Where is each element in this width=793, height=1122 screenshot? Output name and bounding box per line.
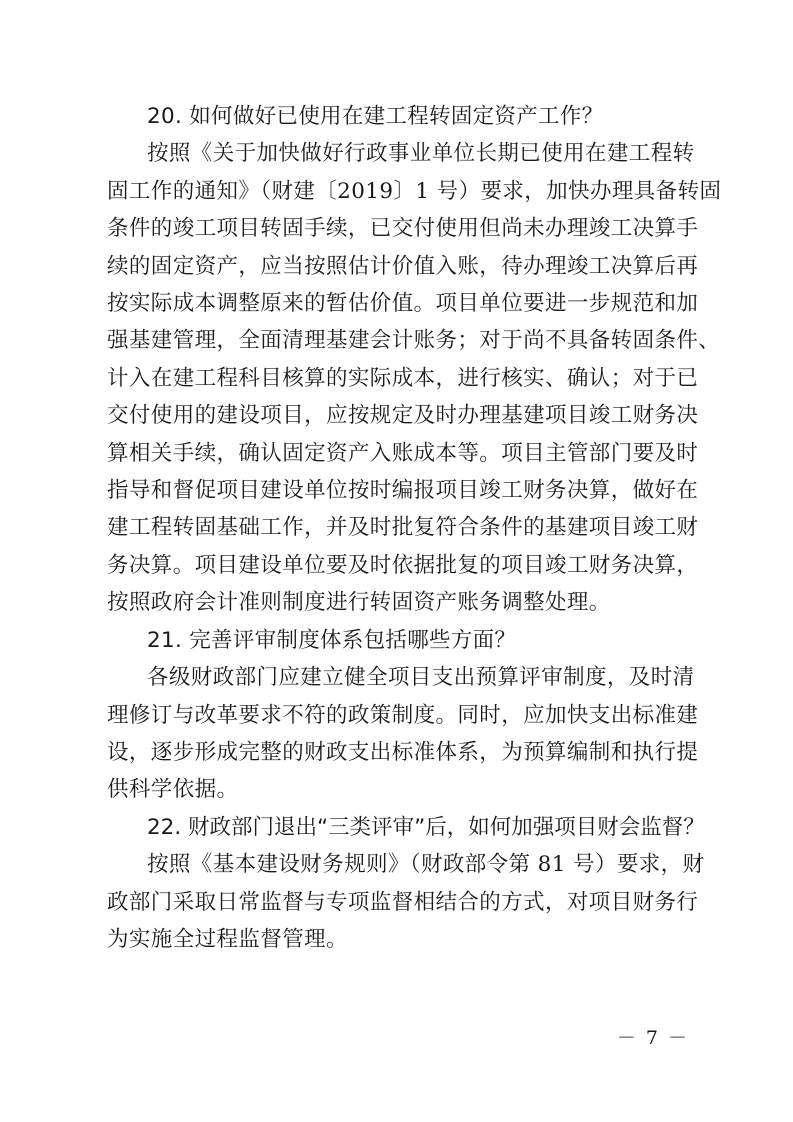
section-heading: 20. 如何做好已使用在建工程转固定资产工作？ bbox=[147, 104, 604, 129]
paragraph-line: 固工作的通知》（财建〔2019〕1 号）要求，加快办理具备转固 bbox=[107, 178, 722, 204]
document-page bbox=[107, 98, 722, 958]
paragraph-line: 续的固定资产，应当按照估计价值入账，待办理竣工决算后再 bbox=[107, 253, 699, 279]
section-21 bbox=[107, 622, 699, 809]
paragraph-line: 各级财政部门应建立健全项目支出预算评审制度，及时清 bbox=[147, 665, 695, 691]
section-heading: 22. 财政部门退出“三类评审”后，如何加强项目财会监督？ bbox=[147, 814, 705, 840]
section-heading: 21. 完善评审制度体系包括哪些方面？ bbox=[147, 627, 517, 653]
paragraph-line: 算相关手续，确认固定资产入账成本等。项目主管部门要及时 bbox=[107, 440, 699, 466]
paragraph-line: 强基建管理，全面清理基建会计账务；对于尚不具备转固条件、 bbox=[107, 328, 721, 354]
page-number: － 7 － bbox=[616, 1027, 689, 1049]
paragraph-line: 设，逐步形成完整的财政支出标准体系，为预算编制和执行提 bbox=[107, 739, 699, 765]
paragraph-line: 理修订与改革要求不符的政策制度。同时，应加快支出标准建 bbox=[107, 702, 699, 728]
paragraph-line: 供科学依据。 bbox=[107, 777, 239, 803]
paragraph-line: 按照《基本建设财务规则》（财政部令第 81 号）要求，财 bbox=[147, 852, 705, 878]
paragraph-line: 计入在建工程科目核算的实际成本，进行核实、确认；对于已 bbox=[107, 365, 699, 391]
paragraph-line: 按实际成本调整原来的暂估价值。项目单位要进一步规范和加 bbox=[107, 291, 699, 317]
paragraph-line: 指导和督促项目建设单位按时编报项目竣工财务决算，做好在 bbox=[107, 478, 699, 504]
paragraph-line: 交付使用的建设项目，应按规定及时办理基建项目竣工财务决 bbox=[107, 403, 699, 429]
section-22 bbox=[107, 809, 705, 959]
paragraph-line: 政部门采取日常监督与专项监督相结合的方式，对项目财务行 bbox=[107, 889, 699, 915]
paragraph-line: 为实施全过程监督管理。 bbox=[107, 926, 348, 952]
paragraph-line: 按照政府会计准则制度进行转固资产账务调整处理。 bbox=[107, 590, 611, 616]
paragraph-line: 条件的竣工项目转固手续，已交付使用但尚未办理竣工决算手 bbox=[107, 216, 699, 242]
section-20 bbox=[107, 98, 722, 622]
paragraph-line: 按照《关于加快做好行政事业单位长期已使用在建工程转 bbox=[147, 141, 695, 167]
paragraph-line: 建工程转固基础工作，并及时批复符合条件的基建项目竣工财 bbox=[107, 515, 699, 541]
paragraph-line: 务决算。项目建设单位要及时依据批复的项目竣工财务决算， bbox=[107, 552, 699, 578]
